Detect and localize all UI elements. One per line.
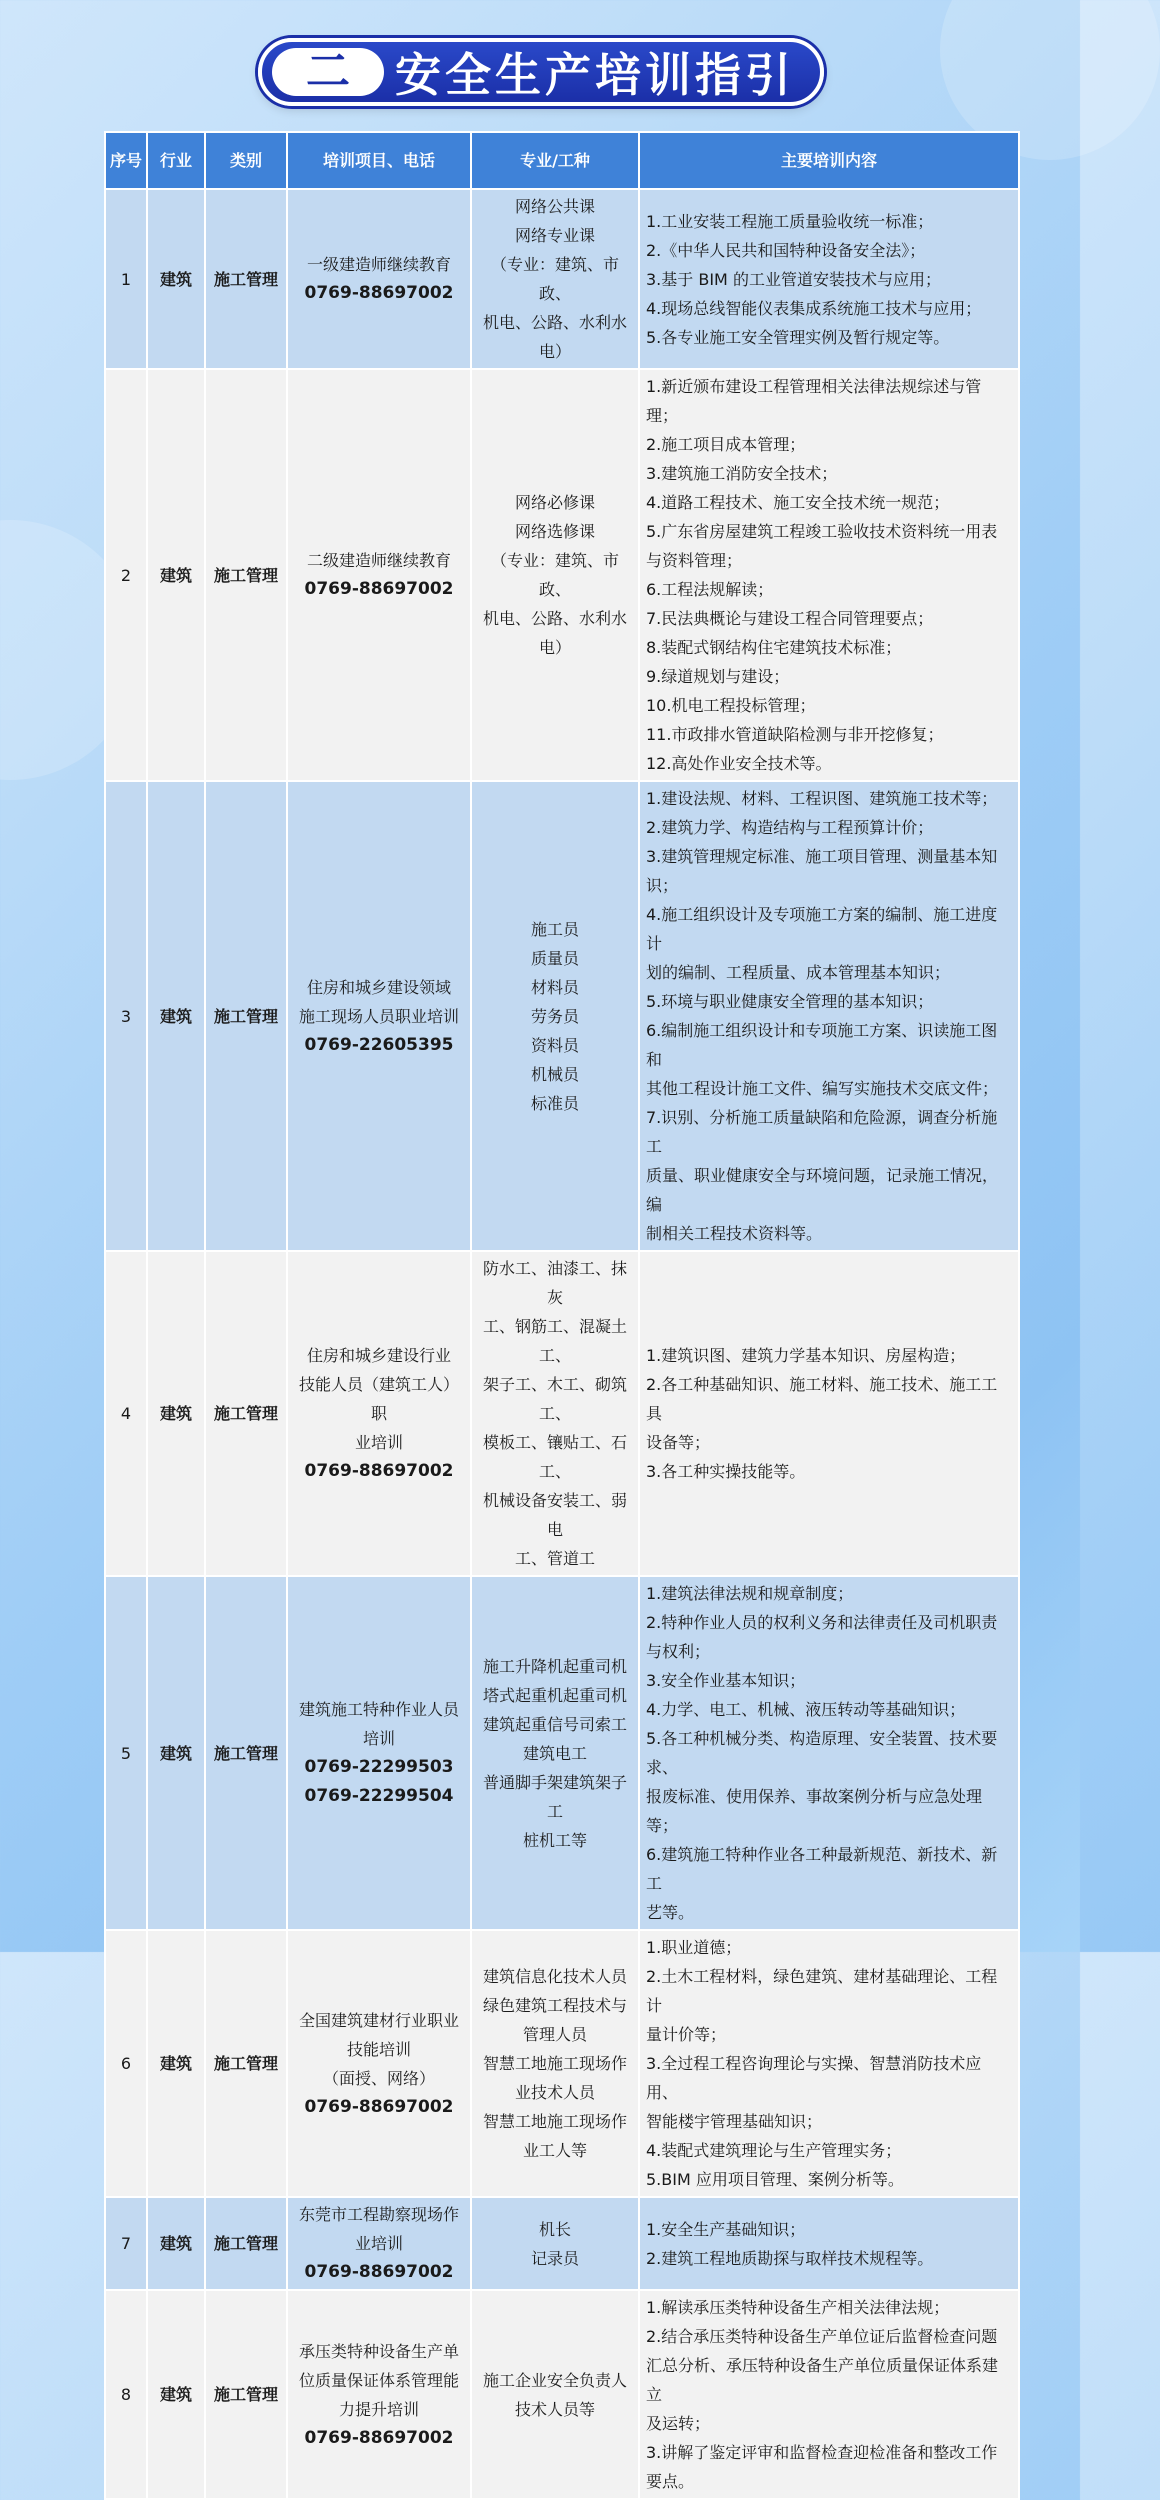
cell-category: 施工管理 bbox=[205, 369, 287, 781]
cell-content bbox=[639, 1576, 1019, 1930]
cell-no: 6 bbox=[105, 1930, 147, 2197]
content-line: 7.识别、分析施工质量缺陷和危险源，调查分析施工 bbox=[646, 1108, 998, 1156]
content-line: 2.各工种基础知识、施工材料、施工技术、施工工具 bbox=[646, 1375, 998, 1423]
content-line: 2.施工项目成本管理； bbox=[646, 435, 806, 454]
phone-number: 0769-22299504 bbox=[304, 1786, 454, 1806]
cell-no: 3 bbox=[105, 781, 147, 1251]
cell-content bbox=[639, 781, 1019, 1251]
content-line: 报废标准、使用保养、事故案例分析与应急处理等； bbox=[646, 1787, 983, 1835]
phone-number: 0769-88697002 bbox=[304, 283, 454, 303]
content-line: 5.各工种机械分类、构造原理、安全装置、技术要求、 bbox=[646, 1729, 998, 1777]
content-line: 1.建设法规、材料、工程识图、建筑施工技术等； bbox=[646, 789, 998, 808]
content-line: 6.建筑施工特种作业各工种最新规范、新技术、新工 bbox=[646, 1845, 998, 1893]
content-line: 4.现场总线智能仪表集成系统施工技术与应用； bbox=[646, 298, 982, 318]
content-line: 10.机电工程投标管理； bbox=[646, 696, 816, 715]
content-line: 艺等。 bbox=[646, 1903, 695, 1922]
content-line: 划的编制、工程质量、成本管理基本知识； bbox=[646, 963, 951, 982]
project-line: 力提升培训 bbox=[338, 2399, 419, 2419]
content-line: 2.建筑力学、构造结构与工程预算计价； bbox=[646, 818, 934, 837]
project-line: 住房和城乡建设领域 bbox=[306, 977, 451, 997]
column-header-project: 培训项目、电话 bbox=[287, 132, 471, 189]
cell-specialty bbox=[471, 781, 639, 1251]
table-body bbox=[105, 189, 1019, 2499]
phone-number: 0769-88697002 bbox=[304, 2427, 454, 2448]
cell-industry: 建筑 bbox=[147, 2290, 205, 2499]
content-line: 1.建筑识图、建筑力学基本知识、房屋构造； bbox=[646, 1346, 966, 1365]
cell-content bbox=[639, 369, 1019, 781]
specialty-line: 机电、公路、水利水电） bbox=[482, 609, 627, 657]
cell-industry: 建筑 bbox=[147, 1251, 205, 1576]
content-line: 2.结合承压类特种设备生产单位证后监督检查问题 bbox=[646, 2327, 998, 2346]
column-header-no: 序号 bbox=[105, 132, 147, 189]
cell-project bbox=[287, 1930, 471, 2197]
table-row bbox=[105, 369, 1019, 781]
content-line: 6.编制施工组织设计和专项施工方案、识读施工图和 bbox=[646, 1021, 998, 1069]
cell-no: 1 bbox=[105, 189, 147, 369]
cell-industry: 建筑 bbox=[147, 2197, 205, 2290]
cell-category: 施工管理 bbox=[205, 1930, 287, 2197]
project-line: 技能培训 bbox=[346, 2039, 411, 2059]
table-row bbox=[105, 189, 1019, 369]
cell-project bbox=[287, 369, 471, 781]
table-row bbox=[105, 2197, 1019, 2290]
content-line: 设备等； bbox=[646, 1433, 711, 1452]
specialty-line: 网络公共课 bbox=[514, 197, 595, 216]
table-header-row bbox=[105, 132, 1019, 189]
content-line: 3.建筑施工消防安全技术； bbox=[646, 464, 838, 483]
cell-project bbox=[287, 1576, 471, 1930]
content-line: 3.全过程工程咨询理论与实操、智慧消防技术应用、 bbox=[646, 2054, 982, 2102]
specialty-line: 机械员 bbox=[530, 1064, 579, 1084]
specialty-line: （专业：建筑、市政、 bbox=[490, 551, 619, 599]
cell-industry: 建筑 bbox=[147, 1930, 205, 2197]
section-title: 安全生产培训指引 bbox=[395, 48, 795, 102]
content-line: 4.装配式建筑理论与生产管理实务； bbox=[646, 2141, 902, 2160]
phone-number: 0769-88697002 bbox=[304, 2262, 454, 2282]
specialty-line: 劳务员 bbox=[530, 1006, 579, 1026]
specialty-line: 业技术人员 bbox=[514, 2083, 595, 2102]
content-line: 3.基于 BIM 的工业管道安装技术与应用； bbox=[646, 269, 941, 289]
cell-category: 施工管理 bbox=[205, 1576, 287, 1930]
content-line: 3.建筑管理规定标准、施工项目管理、测量基本知识； bbox=[646, 847, 998, 895]
cell-content bbox=[639, 1930, 1019, 2197]
specialty-line: （专业：建筑、市政、 bbox=[490, 255, 619, 303]
specialty-line: 业工人等 bbox=[522, 2141, 587, 2160]
cell-category: 施工管理 bbox=[205, 2290, 287, 2499]
specialty-line: 施工员 bbox=[530, 919, 579, 939]
project-line: 一级建造师继续教育 bbox=[306, 255, 451, 274]
specialty-line: 网络选修课 bbox=[514, 522, 595, 541]
cell-project bbox=[287, 2197, 471, 2290]
column-header-category: 类别 bbox=[205, 132, 287, 189]
specialty-line: 工 bbox=[546, 1801, 563, 1821]
specialty-line: 质量员 bbox=[530, 948, 579, 968]
cell-specialty bbox=[471, 189, 639, 369]
cell-specialty bbox=[471, 1576, 639, 1930]
cell-project bbox=[287, 1251, 471, 1576]
table-row bbox=[105, 1930, 1019, 2197]
cell-project bbox=[287, 781, 471, 1251]
content-line: 1.安全生产基础知识； bbox=[646, 2219, 806, 2239]
content-line: 3.讲解了鉴定评审和监督检查迎检准备和整改工作 bbox=[646, 2443, 998, 2462]
specialty-line: 建筑起重信号司索工 bbox=[482, 1714, 627, 1734]
content-line: 1.解读承压类特种设备生产相关法律法规； bbox=[646, 2298, 950, 2317]
specialty-line: 网络专业课 bbox=[514, 226, 595, 245]
content-line: 1.建筑法律法规和规章制度； bbox=[646, 1584, 854, 1603]
specialty-line: 工、钢筋工、混凝土工、 bbox=[482, 1317, 627, 1365]
content-line: 1.工业安装工程施工质量验收统一标准； bbox=[646, 211, 934, 231]
cell-category: 施工管理 bbox=[205, 781, 287, 1251]
phone-number: 0769-88697002 bbox=[304, 2096, 454, 2117]
content-line: 及运转； bbox=[646, 2414, 711, 2433]
cell-specialty bbox=[471, 2197, 639, 2290]
project-line: 业培训 bbox=[354, 1433, 403, 1452]
specialty-line: 桩机工等 bbox=[522, 1830, 587, 1850]
project-line: 培训 bbox=[362, 1729, 395, 1748]
content-line: 量计价等； bbox=[646, 2025, 727, 2044]
cell-specialty bbox=[471, 1251, 639, 1576]
content-line: 2.特种作业人员的权利义务和法律责任及司机职责 bbox=[646, 1613, 998, 1632]
section-number-badge: 二 bbox=[272, 48, 384, 96]
specialty-line: 机电、公路、水利水电） bbox=[482, 313, 627, 361]
cell-no: 5 bbox=[105, 1576, 147, 1930]
specialty-line: 工、管道工 bbox=[514, 1549, 595, 1568]
content-line: 汇总分析、承压特种设备生产单位质量保证体系建立 bbox=[646, 2356, 999, 2404]
cell-content bbox=[639, 189, 1019, 369]
specialty-line: 管理人员 bbox=[522, 2025, 587, 2044]
content-line: 4.力学、电工、机械、液压转动等基础知识； bbox=[646, 1700, 966, 1719]
content-line: 2.土木工程材料，绿色建筑、建材基础理论、工程计 bbox=[646, 1967, 998, 2015]
cell-project bbox=[287, 2290, 471, 2499]
specialty-line: 塔式起重机起重司机 bbox=[482, 1685, 627, 1705]
table-row bbox=[105, 1251, 1019, 1576]
specialty-line: 普通脚手架建筑架子 bbox=[482, 1772, 627, 1792]
content-line: 6.工程法规解读； bbox=[646, 580, 774, 599]
specialty-line: 技术人员等 bbox=[514, 2399, 595, 2419]
cell-industry: 建筑 bbox=[147, 189, 205, 369]
cell-industry: 建筑 bbox=[147, 1576, 205, 1930]
specialty-line: 材料员 bbox=[530, 977, 579, 997]
specialty-line: 绿色建筑工程技术与 bbox=[482, 1996, 627, 2015]
content-line: 5.环境与职业健康安全管理的基本知识； bbox=[646, 992, 934, 1011]
specialty-line: 机械设备安装工、弱电 bbox=[482, 1491, 627, 1539]
cell-specialty bbox=[471, 1930, 639, 2197]
content-line: 智能楼宇管理基础知识； bbox=[646, 2112, 823, 2131]
content-line: 3.各工种实操技能等。 bbox=[646, 1462, 806, 1481]
specialty-line: 网络必修课 bbox=[514, 493, 595, 512]
content-line: 3.安全作业基本知识； bbox=[646, 1671, 806, 1690]
training-table-wrapper bbox=[104, 131, 1018, 2491]
column-header-content: 主要培训内容 bbox=[639, 132, 1019, 189]
project-line: 业培训 bbox=[354, 2234, 403, 2253]
content-line: 1.职业道德； bbox=[646, 1938, 742, 1957]
project-line: 技能人员（建筑工人）职 bbox=[298, 1375, 459, 1423]
cell-category: 施工管理 bbox=[205, 2197, 287, 2290]
specialty-line: 机长 bbox=[538, 2219, 571, 2239]
specialty-line: 记录员 bbox=[530, 2248, 579, 2268]
content-line: 9.绿道规划与建设； bbox=[646, 667, 790, 686]
content-line: 4.道路工程技术、施工安全技术统一规范； bbox=[646, 493, 950, 512]
training-table bbox=[104, 131, 1020, 2500]
specialty-line: 施工升降机起重司机 bbox=[482, 1656, 627, 1676]
content-line: 1.新近颁布建设工程管理相关法律法规综述与管理； bbox=[646, 377, 982, 425]
content-line: 要点。 bbox=[646, 2472, 695, 2491]
cell-no: 4 bbox=[105, 1251, 147, 1576]
specialty-line: 防水工、油漆工、抹灰 bbox=[482, 1259, 627, 1307]
section-header bbox=[258, 38, 824, 106]
phone-number: 0769-22299503 bbox=[304, 1757, 454, 1777]
cell-no: 7 bbox=[105, 2197, 147, 2290]
column-header-specialty: 专业/工种 bbox=[471, 132, 639, 189]
content-line: 12.高处作业安全技术等。 bbox=[646, 754, 832, 773]
phone-number: 0769-88697002 bbox=[304, 579, 454, 599]
content-line: 5.BIM 应用项目管理、案例分析等。 bbox=[646, 2170, 904, 2189]
phone-number: 0769-88697002 bbox=[304, 1461, 454, 1481]
project-line: 位质量保证体系管理能 bbox=[298, 2370, 459, 2390]
content-line: 5.各专业施工安全管理实例及暂行规定等。 bbox=[646, 327, 950, 347]
cell-industry: 建筑 bbox=[147, 781, 205, 1251]
project-line: 承压类特种设备生产单 bbox=[298, 2341, 459, 2361]
content-line: 4.施工组织设计及专项施工方案的编制、施工进度计 bbox=[646, 905, 998, 953]
cell-content bbox=[639, 2197, 1019, 2290]
content-line: 2.《中华人民共和国特种设备安全法》； bbox=[646, 240, 926, 260]
project-line: 二级建造师继续教育 bbox=[306, 551, 451, 570]
specialty-line: 智慧工地施工现场作 bbox=[482, 2054, 627, 2073]
cell-content bbox=[639, 1251, 1019, 1576]
project-line: 施工现场人员职业培训 bbox=[298, 1006, 459, 1026]
content-line: 质量、职业健康安全与环境问题，记录施工情况，编 bbox=[646, 1166, 999, 1214]
specialty-line: 施工企业安全负责人 bbox=[482, 2370, 627, 2390]
table-row bbox=[105, 1576, 1019, 1930]
cell-project bbox=[287, 189, 471, 369]
cell-specialty bbox=[471, 369, 639, 781]
project-line: 建筑施工特种作业人员 bbox=[298, 1700, 459, 1719]
phone-number: 0769-22605395 bbox=[304, 1034, 454, 1055]
project-line: 东莞市工程勘察现场作 bbox=[298, 2205, 459, 2224]
column-header-industry: 行业 bbox=[147, 132, 205, 189]
content-line: 与资料管理； bbox=[646, 551, 743, 570]
content-line: 制相关工程技术资料等。 bbox=[646, 1224, 823, 1243]
project-line: （面授、网络） bbox=[322, 2068, 435, 2088]
content-line: 与权利； bbox=[646, 1642, 711, 1661]
cell-category: 施工管理 bbox=[205, 189, 287, 369]
content-line: 8.装配式钢结构住宅建筑技术标准； bbox=[646, 638, 902, 657]
cell-industry: 建筑 bbox=[147, 369, 205, 781]
content-line: 5.广东省房屋建筑工程竣工验收技术资料统一用表 bbox=[646, 522, 998, 541]
content-line: 11.市政排水管道缺陷检测与非开挖修复； bbox=[646, 725, 944, 744]
specialty-line: 资料员 bbox=[530, 1035, 579, 1055]
specialty-line: 智慧工地施工现场作 bbox=[482, 2112, 627, 2131]
cell-content bbox=[639, 2290, 1019, 2499]
specialty-line: 标准员 bbox=[530, 1093, 579, 1113]
project-line: 住房和城乡建设行业 bbox=[306, 1346, 451, 1365]
table-row bbox=[105, 781, 1019, 1251]
content-line: 其他工程设计施工文件、编写实施技术交底文件； bbox=[646, 1079, 999, 1098]
cell-no: 2 bbox=[105, 369, 147, 781]
content-line: 2.建筑工程地质勘探与取样技术规程等。 bbox=[646, 2248, 934, 2268]
specialty-line: 架子工、木工、砌筑工、 bbox=[482, 1375, 627, 1423]
specialty-line: 模板工、镶贴工、石工、 bbox=[482, 1433, 627, 1481]
content-line: 7.民法典概论与建设工程合同管理要点； bbox=[646, 609, 934, 628]
specialty-line: 建筑信息化技术人员 bbox=[482, 1967, 627, 1986]
cell-specialty bbox=[471, 2290, 639, 2499]
specialty-line: 建筑电工 bbox=[522, 1743, 587, 1763]
cell-category: 施工管理 bbox=[205, 1251, 287, 1576]
project-line: 全国建筑建材行业职业 bbox=[298, 2010, 459, 2030]
cell-no: 8 bbox=[105, 2290, 147, 2499]
table-row bbox=[105, 2290, 1019, 2499]
